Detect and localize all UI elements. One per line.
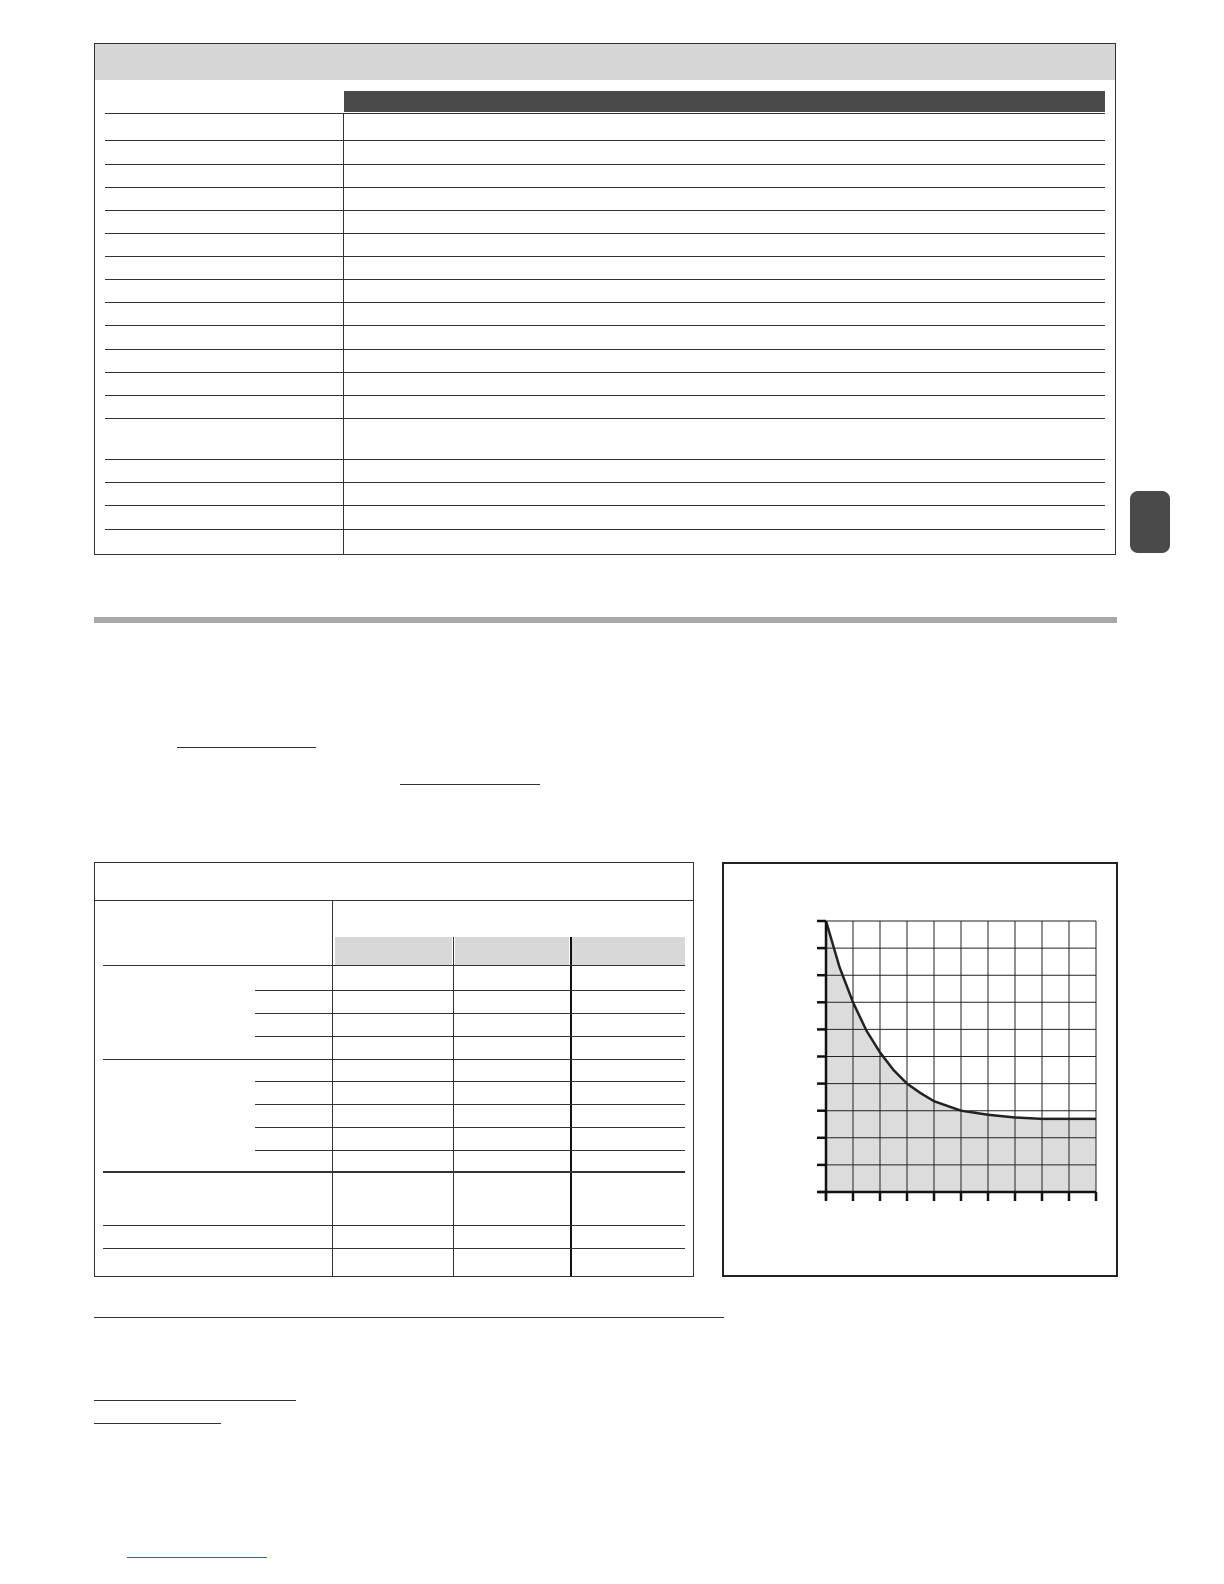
spec-table-row-line [105,505,1105,506]
spec-table-row-line [105,302,1105,303]
spec-table-row-line [105,325,1105,326]
spec-table-row-line [105,233,1105,234]
spec-table-row-line [105,372,1105,373]
chapter-tab [1130,491,1170,553]
spec-table [94,43,1116,555]
underline-mark [94,1400,296,1401]
spec-table-row-line [105,418,1105,419]
spec-table-row-line [105,187,1105,188]
table-line [255,1127,685,1128]
spec-table-row-line [105,256,1105,257]
table-line [255,1081,685,1082]
spec-table-row-line [105,482,1105,483]
horizontal-rule [94,1317,724,1318]
table-line [255,1013,685,1014]
underline-mark [177,747,316,748]
spec-table-row-line [105,210,1105,211]
table-line [255,1150,685,1151]
table-line [255,1036,685,1037]
table-line [103,1248,685,1249]
table-subheader-cell [335,937,452,965]
table-line [95,900,693,901]
spec-table-row-line [105,279,1105,280]
spec-table-row-line [105,529,1105,530]
table-subheader-cell [572,937,685,965]
section-divider [94,617,1117,623]
chart-panel [722,862,1118,1277]
link-underline[interactable] [127,1557,267,1558]
spec-table-row-line [105,395,1105,396]
table-line [255,1104,685,1105]
spec-table-row-line [105,164,1105,165]
spec-table-header-band [95,44,1115,80]
table-line [103,1225,685,1226]
underline-mark [400,784,540,785]
spec-table-column-header [344,91,1105,112]
spec-table-row-line [105,459,1105,460]
table-vline [332,900,333,1276]
spec-table-column-divider [343,113,344,555]
table-line [103,1059,685,1060]
area-chart [724,864,1116,1275]
spec-table-row-line [105,349,1105,350]
performance-table [94,862,694,1277]
table-line [103,1171,685,1173]
spec-table-row-line [105,140,1105,141]
table-line [103,965,685,966]
table-line [255,990,685,991]
spec-table-row-line [105,113,1105,114]
table-subheader-cell [455,937,569,965]
underline-mark [94,1423,221,1424]
